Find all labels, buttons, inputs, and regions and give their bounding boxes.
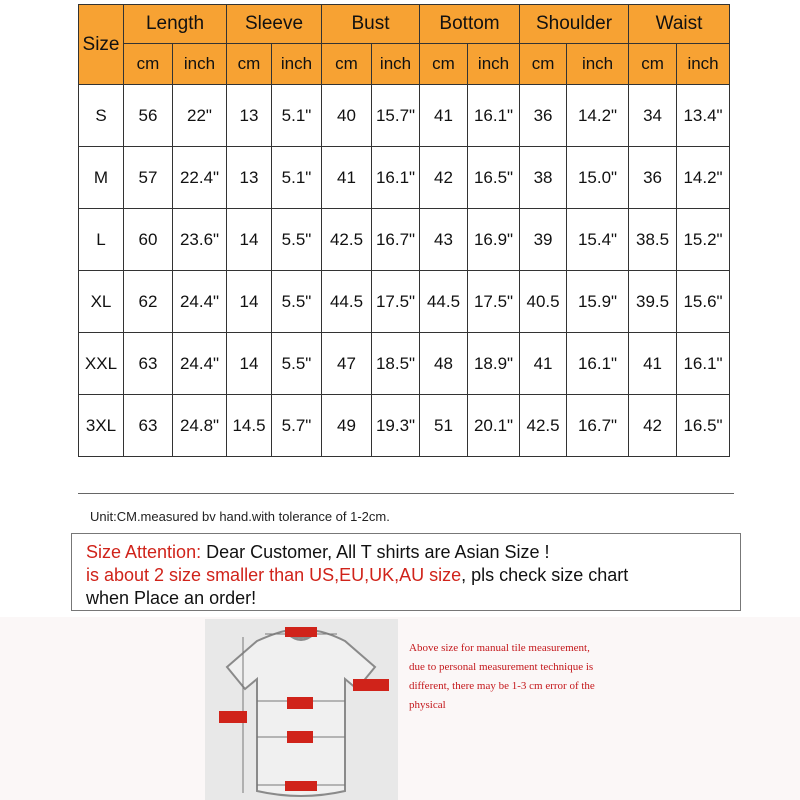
- cm-value-cell: 44.5: [420, 271, 468, 333]
- attention-line-3: when Place an order!: [86, 588, 257, 608]
- unit-cm-header: cm: [420, 44, 468, 85]
- inch-value-cell: 16.5": [468, 147, 520, 209]
- size-cell: XL: [79, 271, 124, 333]
- cm-value-cell: 49: [322, 395, 372, 457]
- shoulder-label-tag: [285, 627, 317, 637]
- table-body: [79, 85, 730, 457]
- inch-value-cell: 16.7": [372, 209, 420, 271]
- cm-value-cell: 40.5: [520, 271, 567, 333]
- inch-value-cell: 20.1": [468, 395, 520, 457]
- inch-value-cell: 5.1": [272, 147, 322, 209]
- cm-value-cell: 63: [124, 395, 173, 457]
- inch-value-cell: 15.2": [677, 209, 730, 271]
- inch-value-cell: 23.6": [173, 209, 227, 271]
- size-column-header: Size: [79, 5, 124, 85]
- inch-value-cell: 22.4": [173, 147, 227, 209]
- cm-value-cell: 34: [629, 85, 677, 147]
- group-header-sleeve: Sleeve: [227, 5, 322, 44]
- inch-value-cell: 15.6": [677, 271, 730, 333]
- group-header-waist: Waist: [629, 5, 730, 44]
- inch-value-cell: 13.4": [677, 85, 730, 147]
- cm-value-cell: 13: [227, 85, 272, 147]
- note-line-2: due to personal measurement technique is: [409, 661, 594, 673]
- unit-cm-header: cm: [322, 44, 372, 85]
- size-cell: 3XL: [79, 395, 124, 457]
- tshirt-outline: [227, 631, 375, 796]
- inch-value-cell: 5.5": [272, 333, 322, 395]
- table-row: [79, 271, 730, 333]
- cm-value-cell: 43: [420, 209, 468, 271]
- group-header-shoulder: Shoulder: [520, 5, 629, 44]
- inch-value-cell: 16.1": [468, 85, 520, 147]
- unit-inch-header: inch: [173, 44, 227, 85]
- inch-value-cell: 5.5": [272, 209, 322, 271]
- inch-value-cell: 15.7": [372, 85, 420, 147]
- inch-value-cell: 16.1": [567, 333, 629, 395]
- cm-value-cell: 14.5: [227, 395, 272, 457]
- size-chart-table: [78, 4, 730, 457]
- unit-note: Unit:CM.measured bv hand.with tolerance of 1-2cm.: [90, 509, 390, 524]
- cm-value-cell: 36: [520, 85, 567, 147]
- unit-cm-header: cm: [629, 44, 677, 85]
- size-cell: XXL: [79, 333, 124, 395]
- attention-label: Size Attention:: [86, 542, 202, 562]
- inch-value-cell: 24.4": [173, 271, 227, 333]
- cm-value-cell: 41: [322, 147, 372, 209]
- tshirt-diagram-svg: [205, 619, 398, 800]
- cm-value-cell: 42.5: [322, 209, 372, 271]
- measurement-panel: [0, 617, 800, 800]
- cm-value-cell: 56: [124, 85, 173, 147]
- table-row: [79, 333, 730, 395]
- cm-value-cell: 48: [420, 333, 468, 395]
- group-header-bust: Bust: [322, 5, 420, 44]
- table-row: [79, 147, 730, 209]
- unit-inch-header: inch: [272, 44, 322, 85]
- cm-value-cell: 42: [629, 395, 677, 457]
- inch-value-cell: 16.1": [677, 333, 730, 395]
- divider: [78, 493, 734, 494]
- inch-value-cell: 16.7": [567, 395, 629, 457]
- cm-value-cell: 42: [420, 147, 468, 209]
- cm-value-cell: 41: [420, 85, 468, 147]
- cm-value-cell: 39.5: [629, 271, 677, 333]
- inch-value-cell: 16.9": [468, 209, 520, 271]
- inch-value-cell: 18.5": [372, 333, 420, 395]
- inch-value-cell: 14.2": [677, 147, 730, 209]
- attention-text: Dear Customer, All T shirts are Asian Size !: [201, 542, 550, 562]
- table-row: [79, 85, 730, 147]
- note-line-1: Above size for manual tile measurement,: [409, 642, 590, 654]
- cm-value-cell: 42.5: [520, 395, 567, 457]
- size-attention-box: [71, 533, 741, 611]
- group-header-length: Length: [124, 5, 227, 44]
- attention-line-1: [86, 541, 726, 564]
- unit-inch-header: inch: [567, 44, 629, 85]
- waist-label-tag: [287, 731, 313, 743]
- manual-measurement-note: [409, 639, 639, 715]
- inch-value-cell: 19.3": [372, 395, 420, 457]
- cm-value-cell: 47: [322, 333, 372, 395]
- inch-value-cell: 14.2": [567, 85, 629, 147]
- inch-value-cell: 5.7": [272, 395, 322, 457]
- inch-value-cell: 16.1": [372, 147, 420, 209]
- size-cell: S: [79, 85, 124, 147]
- cm-value-cell: 41: [629, 333, 677, 395]
- cm-value-cell: 63: [124, 333, 173, 395]
- unit-inch-header: inch: [372, 44, 420, 85]
- sleeve-label-tag: [353, 679, 389, 691]
- cm-value-cell: 38.5: [629, 209, 677, 271]
- inch-value-cell: 18.9": [468, 333, 520, 395]
- attention-text-2: , pls check size chart: [461, 565, 629, 585]
- inch-value-cell: 17.5": [468, 271, 520, 333]
- tshirt-measurement-diagram: [205, 619, 398, 800]
- table-row: [79, 209, 730, 271]
- length-label-tag: [219, 711, 247, 723]
- cm-value-cell: 36: [629, 147, 677, 209]
- inch-value-cell: 15.4": [567, 209, 629, 271]
- unit-cm-header: cm: [520, 44, 567, 85]
- cm-value-cell: 62: [124, 271, 173, 333]
- group-header-bottom: Bottom: [420, 5, 520, 44]
- inch-value-cell: 22": [173, 85, 227, 147]
- inch-value-cell: 15.9": [567, 271, 629, 333]
- cm-value-cell: 44.5: [322, 271, 372, 333]
- unit-cm-header: cm: [227, 44, 272, 85]
- cm-value-cell: 51: [420, 395, 468, 457]
- bust-label-tag: [287, 697, 313, 709]
- cm-value-cell: 14: [227, 209, 272, 271]
- inch-value-cell: 15.0": [567, 147, 629, 209]
- cm-value-cell: 14: [227, 333, 272, 395]
- inch-value-cell: 17.5": [372, 271, 420, 333]
- cm-value-cell: 39: [520, 209, 567, 271]
- size-cell: M: [79, 147, 124, 209]
- cm-value-cell: 38: [520, 147, 567, 209]
- cm-value-cell: 40: [322, 85, 372, 147]
- cm-value-cell: 57: [124, 147, 173, 209]
- attention-warning: is about 2 size smaller than US,EU,UK,AU size: [86, 565, 462, 585]
- inch-value-cell: 16.5": [677, 395, 730, 457]
- table-header: [79, 5, 730, 85]
- inch-value-cell: 5.1": [272, 85, 322, 147]
- bottom-label-tag: [285, 781, 317, 791]
- inch-value-cell: 5.5": [272, 271, 322, 333]
- note-line-4: physical: [409, 699, 446, 711]
- table-row: [79, 395, 730, 457]
- cm-value-cell: 41: [520, 333, 567, 395]
- inch-value-cell: 24.4": [173, 333, 227, 395]
- size-cell: L: [79, 209, 124, 271]
- unit-inch-header: inch: [468, 44, 520, 85]
- unit-cm-header: cm: [124, 44, 173, 85]
- cm-value-cell: 13: [227, 147, 272, 209]
- unit-inch-header: inch: [677, 44, 730, 85]
- cm-value-cell: 14: [227, 271, 272, 333]
- note-line-3: different, there may be 1-3 cm error of the: [409, 680, 595, 692]
- attention-line-2: [86, 564, 726, 587]
- cm-value-cell: 60: [124, 209, 173, 271]
- unit-header-row: [79, 44, 730, 85]
- inch-value-cell: 24.8": [173, 395, 227, 457]
